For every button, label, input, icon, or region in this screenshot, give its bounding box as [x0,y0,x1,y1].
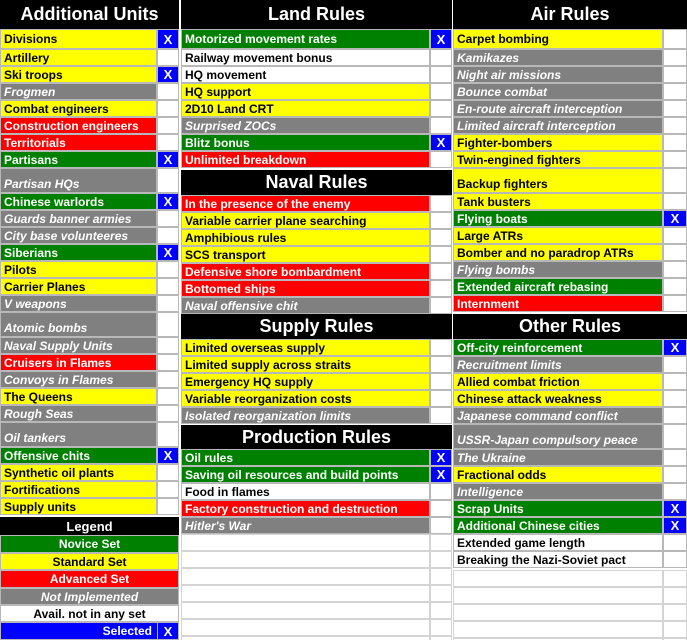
rule-label: Divisions [4,32,58,46]
rule-row-japanese-command-conflict[interactable] [453,407,663,424]
rule-row-partisans[interactable] [0,151,157,168]
rule-label: USSR-Japan compulsory peace [457,433,638,447]
selection-checkbox[interactable] [157,464,179,481]
selection-checkbox[interactable] [430,339,452,356]
rule-row-carrier-planes[interactable] [0,278,157,295]
header-land-rules: Land Rules [181,0,452,29]
selection-checkbox[interactable] [663,49,687,66]
rule-row-pilots[interactable] [0,261,157,278]
rule-label: Kamikazes [457,50,520,65]
rule-row-recruitment-limits[interactable] [453,356,663,373]
rule-row-extended-aircraft-rebasing[interactable] [453,278,663,295]
rule-row-motorized-movement-rates[interactable] [181,29,430,49]
rule-row-kamikazes[interactable] [453,49,663,66]
rule-label: Motorized movement rates [185,32,338,46]
empty-grid-cell [453,621,663,638]
selection-checkbox[interactable] [157,481,179,498]
rule-label: Emergency HQ supply [185,374,314,389]
rule-row-fractional-odds[interactable] [453,466,663,483]
selection-checkbox[interactable] [157,312,179,337]
rule-row-en-route-aircraft-interception[interactable] [453,100,663,117]
rule-row-hq-movement[interactable] [181,66,430,83]
legend-novice-set: Novice Set [0,535,179,553]
rule-label: HQ movement [185,67,267,82]
rule-row-the-queens[interactable] [0,388,157,405]
selection-checkbox[interactable] [430,390,452,407]
selection-checkbox[interactable]: X [430,449,452,466]
rule-row-allied-combat-friction[interactable] [453,373,663,390]
rule-row-bounce-combat[interactable] [453,83,663,100]
rule-row-construction-engineers[interactable] [0,117,157,134]
rule-label: Cruisers in Flames [4,355,112,370]
selection-checkbox[interactable] [663,407,687,424]
rule-label: Artillery [4,50,50,65]
selection-checkbox[interactable] [157,498,179,515]
empty-grid-cell [181,568,430,585]
rule-row-combat-engineers[interactable] [0,100,157,117]
rule-label: Carrier Planes [4,279,86,294]
selection-checkbox[interactable] [663,83,687,100]
rule-label: Chinese attack weakness [457,391,602,406]
rule-label: Bomber and no paradrop ATRs [457,245,634,260]
selection-checkbox[interactable]: X [157,151,179,168]
legend-advanced-set: Advanced Set [0,570,179,588]
header-air-rules: Air Rules [453,0,687,29]
rule-label: Synthetic oil plants [4,465,115,480]
rule-row-saving-oil-resources-and-build-points[interactable] [181,466,430,483]
rule-label: Offensive chits [4,448,91,463]
rule-row-atomic-bombs[interactable] [0,312,157,337]
selection-checkbox[interactable] [430,297,452,314]
rule-label: Extended game length [457,535,586,550]
rule-label: Bottomed ships [185,281,276,296]
legend-standard-set: Standard Set [0,553,179,570]
selection-checkbox[interactable] [663,134,687,151]
selection-checkbox[interactable] [430,49,452,66]
rule-row-scrap-units[interactable] [453,500,663,517]
rule-row-unlimited-breakdown[interactable] [181,151,430,168]
selection-checkbox[interactable] [430,483,452,500]
empty-grid-cell [430,636,452,640]
rule-label: City base volunteeres [4,228,129,243]
selection-checkbox[interactable]: X [663,210,687,227]
rule-label: Guards banner armies [4,211,132,226]
rule-label: Factory construction and destruction [185,501,398,516]
selection-checkbox[interactable] [430,83,452,100]
rule-row-cruisers-in-flames[interactable] [0,354,157,371]
legend-not-implemented: Not Implemented [0,588,179,605]
selection-checkbox[interactable] [663,117,687,134]
selection-checkbox[interactable]: X [157,193,179,210]
rule-label: Large ATRs [457,228,524,243]
selection-checkbox[interactable] [157,227,179,244]
rule-row-city-base-volunteeres[interactable] [0,227,157,244]
selection-checkbox[interactable] [157,405,179,422]
rule-row-defensive-shore-bombardment[interactable] [181,263,430,280]
selection-checkbox[interactable]: X [157,244,179,261]
rule-row-limited-aircraft-interception[interactable] [453,117,663,134]
rule-row-2d10-land-crt[interactable] [181,100,430,117]
rule-row-hq-support[interactable] [181,83,430,100]
rule-label: Additional Chinese cities [457,518,600,533]
rule-row-night-air-missions[interactable] [453,66,663,83]
selection-checkbox[interactable] [430,356,452,373]
selection-checkbox[interactable] [663,390,687,407]
selection-checkbox[interactable]: X [430,466,452,483]
rule-label: Variable carrier plane searching [185,213,367,228]
selection-checkbox[interactable] [430,407,452,424]
selection-checkbox[interactable] [157,168,179,193]
selection-checkbox[interactable] [430,117,452,134]
rule-row-additional-chinese-cities[interactable] [453,517,663,534]
rule-row-emergency-hq-supply[interactable] [181,373,430,390]
selection-checkbox[interactable] [663,295,687,312]
rule-label: Extended aircraft rebasing [457,279,609,294]
selection-checkbox[interactable] [430,517,452,534]
rule-label: HQ support [185,84,251,99]
selection-checkbox[interactable] [663,100,687,117]
rule-row-carpet-bombing[interactable] [453,29,663,49]
rule-label: Chinese warlords [4,194,105,209]
empty-grid-cell [663,570,687,587]
rule-row-variable-reorganization-costs[interactable] [181,390,430,407]
rule-row-chinese-warlords[interactable] [0,193,157,210]
header-naval-rules: Naval Rules [181,170,452,195]
selection-checkbox[interactable]: X [157,29,179,49]
empty-grid-cell [430,534,452,551]
selection-checkbox[interactable] [663,466,687,483]
legend-selected-label: Selected [102,624,152,638]
rule-row-siberians[interactable] [0,244,157,261]
rule-label: Convoys in Flames [4,372,114,387]
rule-label: Frogmen [4,84,56,99]
selection-checkbox[interactable] [663,483,687,500]
rule-row-ussr-japan-compulsory-peace[interactable] [453,424,663,449]
selection-checkbox[interactable]: X [663,339,687,356]
rule-row-artillery[interactable] [0,49,157,66]
rule-row-oil-tankers[interactable] [0,422,157,447]
selection-checkbox[interactable] [157,117,179,134]
rule-label: Unlimited breakdown [185,152,307,167]
empty-grid-cell [453,587,663,604]
rule-row-frogmen[interactable] [0,83,157,100]
empty-grid-cell [453,570,663,587]
rule-label: Fortifications [4,482,81,497]
rule-label: Off-city reinforcement [457,340,583,355]
rule-row-divisions[interactable] [0,29,157,49]
empty-grid-cell [430,619,452,636]
legend-available-not-in-set: Avail. not in any set [0,605,179,622]
rule-label: Scrap Units [457,501,524,516]
selection-checkbox[interactable] [430,212,452,229]
empty-grid-cell [181,534,430,551]
rule-label: Fractional odds [457,467,547,482]
empty-grid-cell [430,585,452,602]
rule-label: Amphibious rules [185,230,287,245]
rule-row-variable-carrier-plane-searching[interactable] [181,212,430,229]
rule-label: Saving oil resources and build points [185,467,399,482]
rule-label: Limited overseas supply [185,340,326,355]
rule-label: Night air missions [457,67,562,82]
rule-label: Breaking the Nazi-Soviet pact [457,552,626,567]
selection-checkbox[interactable]: X [430,29,452,49]
selection-checkbox[interactable] [430,500,452,517]
rule-label: Rough Seas [4,406,74,421]
rule-row-partisan-hqs[interactable] [0,168,157,193]
rule-row-limited-overseas-supply[interactable] [181,339,430,356]
header-other-rules: Other Rules [453,314,687,339]
empty-grid-cell [430,551,452,568]
rule-label: Backup fighters [457,177,548,191]
selection-checkbox[interactable] [663,534,687,551]
rule-label: Ski troops [4,67,63,82]
rule-row-synthetic-oil-plants[interactable] [0,464,157,481]
rule-label: Territorials [4,135,66,150]
rule-row-territorials[interactable] [0,134,157,151]
rule-label: Fighter-bombers [457,135,553,150]
rule-row-large-atrs[interactable] [453,227,663,244]
selection-checkbox[interactable] [663,424,687,449]
rule-row-extended-game-length[interactable] [453,534,663,551]
empty-grid-cell [663,621,687,638]
rule-label: Surprised ZOCs [185,118,277,133]
rule-label: In the presence of the enemy [185,196,351,211]
selection-checkbox[interactable] [430,246,452,263]
rule-label: Twin-engined fighters [457,152,581,167]
selection-checkbox[interactable] [430,280,452,297]
empty-grid-cell [181,636,430,640]
selection-checkbox[interactable] [430,66,452,83]
rule-label: Hitler's War [185,518,251,533]
rule-row-guards-banner-armies[interactable] [0,210,157,227]
empty-grid-cell [181,551,430,568]
selection-checkbox[interactable] [157,261,179,278]
header-supply-rules: Supply Rules [181,314,452,339]
empty-grid-cell [663,604,687,621]
rule-label: Internment [457,296,520,311]
rule-label: Combat engineers [4,101,109,116]
rule-label: Siberians [4,245,59,260]
selection-checkbox[interactable]: X [157,447,179,464]
rule-label: SCS transport [185,247,266,262]
rule-label: Naval offensive chit [185,298,298,313]
rule-label: Naval Supply Units [4,338,113,353]
selection-checkbox[interactable] [663,151,687,168]
rule-row-twin-engined-fighters[interactable] [453,151,663,168]
rule-row-isolated-reorganization-limits[interactable] [181,407,430,424]
rule-label: Supply units [4,499,76,514]
rule-label: Defensive shore bombardment [185,264,362,279]
empty-grid-cell [430,568,452,585]
selection-checkbox[interactable] [663,29,687,49]
selection-checkbox[interactable] [663,278,687,295]
header-production-rules: Production Rules [181,425,452,449]
rule-row-in-the-presence-of-the-enemy[interactable] [181,195,430,212]
rule-row-blitz-bonus[interactable] [181,134,430,151]
rule-row-oil-rules[interactable] [181,449,430,466]
rule-label: Flying bombs [457,262,535,277]
empty-grid-cell [430,602,452,619]
rule-label: Intelligence [457,484,524,499]
selection-checkbox[interactable]: X [157,66,179,83]
rule-row-surprised-zocs[interactable] [181,117,430,134]
rule-label: V weapons [4,296,67,311]
selection-checkbox[interactable] [663,168,687,193]
selection-checkbox[interactable] [157,83,179,100]
rule-row-offensive-chits[interactable] [0,447,157,464]
rule-row-naval-supply-units[interactable] [0,337,157,354]
selection-checkbox[interactable] [157,134,179,151]
rule-label: Partisan HQs [4,177,80,191]
rule-row-rough-seas[interactable] [0,405,157,422]
legend-title: Legend [0,517,179,535]
legend-selected-marker: X [157,622,179,640]
rule-label: Isolated reorganization limits [185,408,352,423]
rule-row-tank-busters[interactable] [453,193,663,210]
rule-row-flying-boats[interactable] [453,210,663,227]
empty-grid-cell [181,602,430,619]
rule-label: Limited supply across straits [185,357,352,372]
rule-row-ski-troops[interactable] [0,66,157,83]
selection-checkbox[interactable] [157,354,179,371]
legend-selected [0,622,179,640]
rule-row-bomber-and-no-paradrop-atrs[interactable] [453,244,663,261]
empty-grid-cell [181,619,430,636]
selection-checkbox[interactable] [157,388,179,405]
rule-row-scs-transport[interactable] [181,246,430,263]
selection-checkbox[interactable] [663,261,687,278]
empty-grid-cell [453,604,663,621]
rule-row-railway-movement-bonus[interactable] [181,49,430,66]
rule-label: 2D10 Land CRT [185,101,274,116]
rule-row-hitler-s-war[interactable] [181,517,430,534]
selection-checkbox[interactable] [663,227,687,244]
rule-label: Limited aircraft interception [457,118,616,133]
selection-checkbox[interactable] [663,449,687,466]
selection-checkbox[interactable] [663,373,687,390]
selection-checkbox[interactable] [157,100,179,117]
selection-checkbox[interactable]: X [663,500,687,517]
rule-row-fighter-bombers[interactable] [453,134,663,151]
rule-row-limited-supply-across-straits[interactable] [181,356,430,373]
rule-label: The Queens [4,389,73,404]
selection-checkbox[interactable] [157,49,179,66]
rule-label: Food in flames [185,484,270,499]
selection-checkbox[interactable] [157,210,179,227]
rule-label: Pilots [4,262,37,277]
rule-row-amphibious-rules[interactable] [181,229,430,246]
rule-row-chinese-attack-weakness[interactable] [453,390,663,407]
rule-row-breaking-the-nazi-soviet-pact[interactable] [453,551,663,568]
rule-row-factory-construction-and-destruction[interactable] [181,500,430,517]
rule-row-backup-fighters[interactable] [453,168,663,193]
rule-label: Variable reorganization costs [185,391,352,406]
selection-checkbox[interactable] [663,244,687,261]
rule-row-bottomed-ships[interactable] [181,280,430,297]
rule-label: Oil tankers [4,431,67,445]
selection-checkbox[interactable] [430,100,452,117]
rule-row-flying-bombs[interactable] [453,261,663,278]
rule-label: Blitz bonus [185,135,250,150]
rule-label: Construction engineers [4,118,139,133]
rule-row-v-weapons[interactable] [0,295,157,312]
selection-checkbox[interactable] [663,66,687,83]
rule-label: Railway movement bonus [185,50,333,65]
rule-label: En-route aircraft interception [457,101,623,116]
rule-row-food-in-flames[interactable] [181,483,430,500]
rule-label: Atomic bombs [4,321,88,335]
selection-checkbox[interactable] [663,193,687,210]
selection-checkbox[interactable]: X [663,517,687,534]
rule-label: Carpet bombing [457,32,549,46]
empty-grid-cell [663,587,687,604]
selection-checkbox[interactable] [430,195,452,212]
rule-row-internment[interactable] [453,295,663,312]
selection-checkbox[interactable] [430,263,452,280]
header-additional-units: Additional Units [0,0,179,29]
rule-label: Recruitment limits [457,357,562,372]
selection-checkbox[interactable] [663,551,687,568]
rule-label: Oil rules [185,450,234,465]
rule-label: Japanese command conflict [457,408,618,423]
rule-label: Flying boats [457,211,528,226]
rule-row-off-city-reinforcement[interactable] [453,339,663,356]
rule-row-fortifications[interactable] [0,481,157,498]
selection-checkbox[interactable] [430,373,452,390]
selection-checkbox[interactable] [157,337,179,354]
rule-label: Tank busters [457,194,531,209]
rule-row-naval-offensive-chit[interactable] [181,297,430,314]
selection-checkbox[interactable] [157,278,179,295]
empty-grid-cell [181,585,430,602]
rule-label: Bounce combat [457,84,548,99]
selection-checkbox[interactable] [157,371,179,388]
rule-row-the-ukraine[interactable] [453,449,663,466]
selection-checkbox[interactable] [157,295,179,312]
rule-label: Allied combat friction [457,374,580,389]
selection-checkbox[interactable] [663,356,687,373]
rule-row-intelligence[interactable] [453,483,663,500]
rule-label: Partisans [4,152,59,167]
selection-checkbox[interactable] [430,229,452,246]
rule-row-convoys-in-flames[interactable] [0,371,157,388]
rule-row-supply-units[interactable] [0,498,157,515]
selection-checkbox[interactable] [157,422,179,447]
rule-label: The Ukraine [457,450,526,465]
selection-checkbox[interactable] [430,151,452,168]
selection-checkbox[interactable]: X [430,134,452,151]
